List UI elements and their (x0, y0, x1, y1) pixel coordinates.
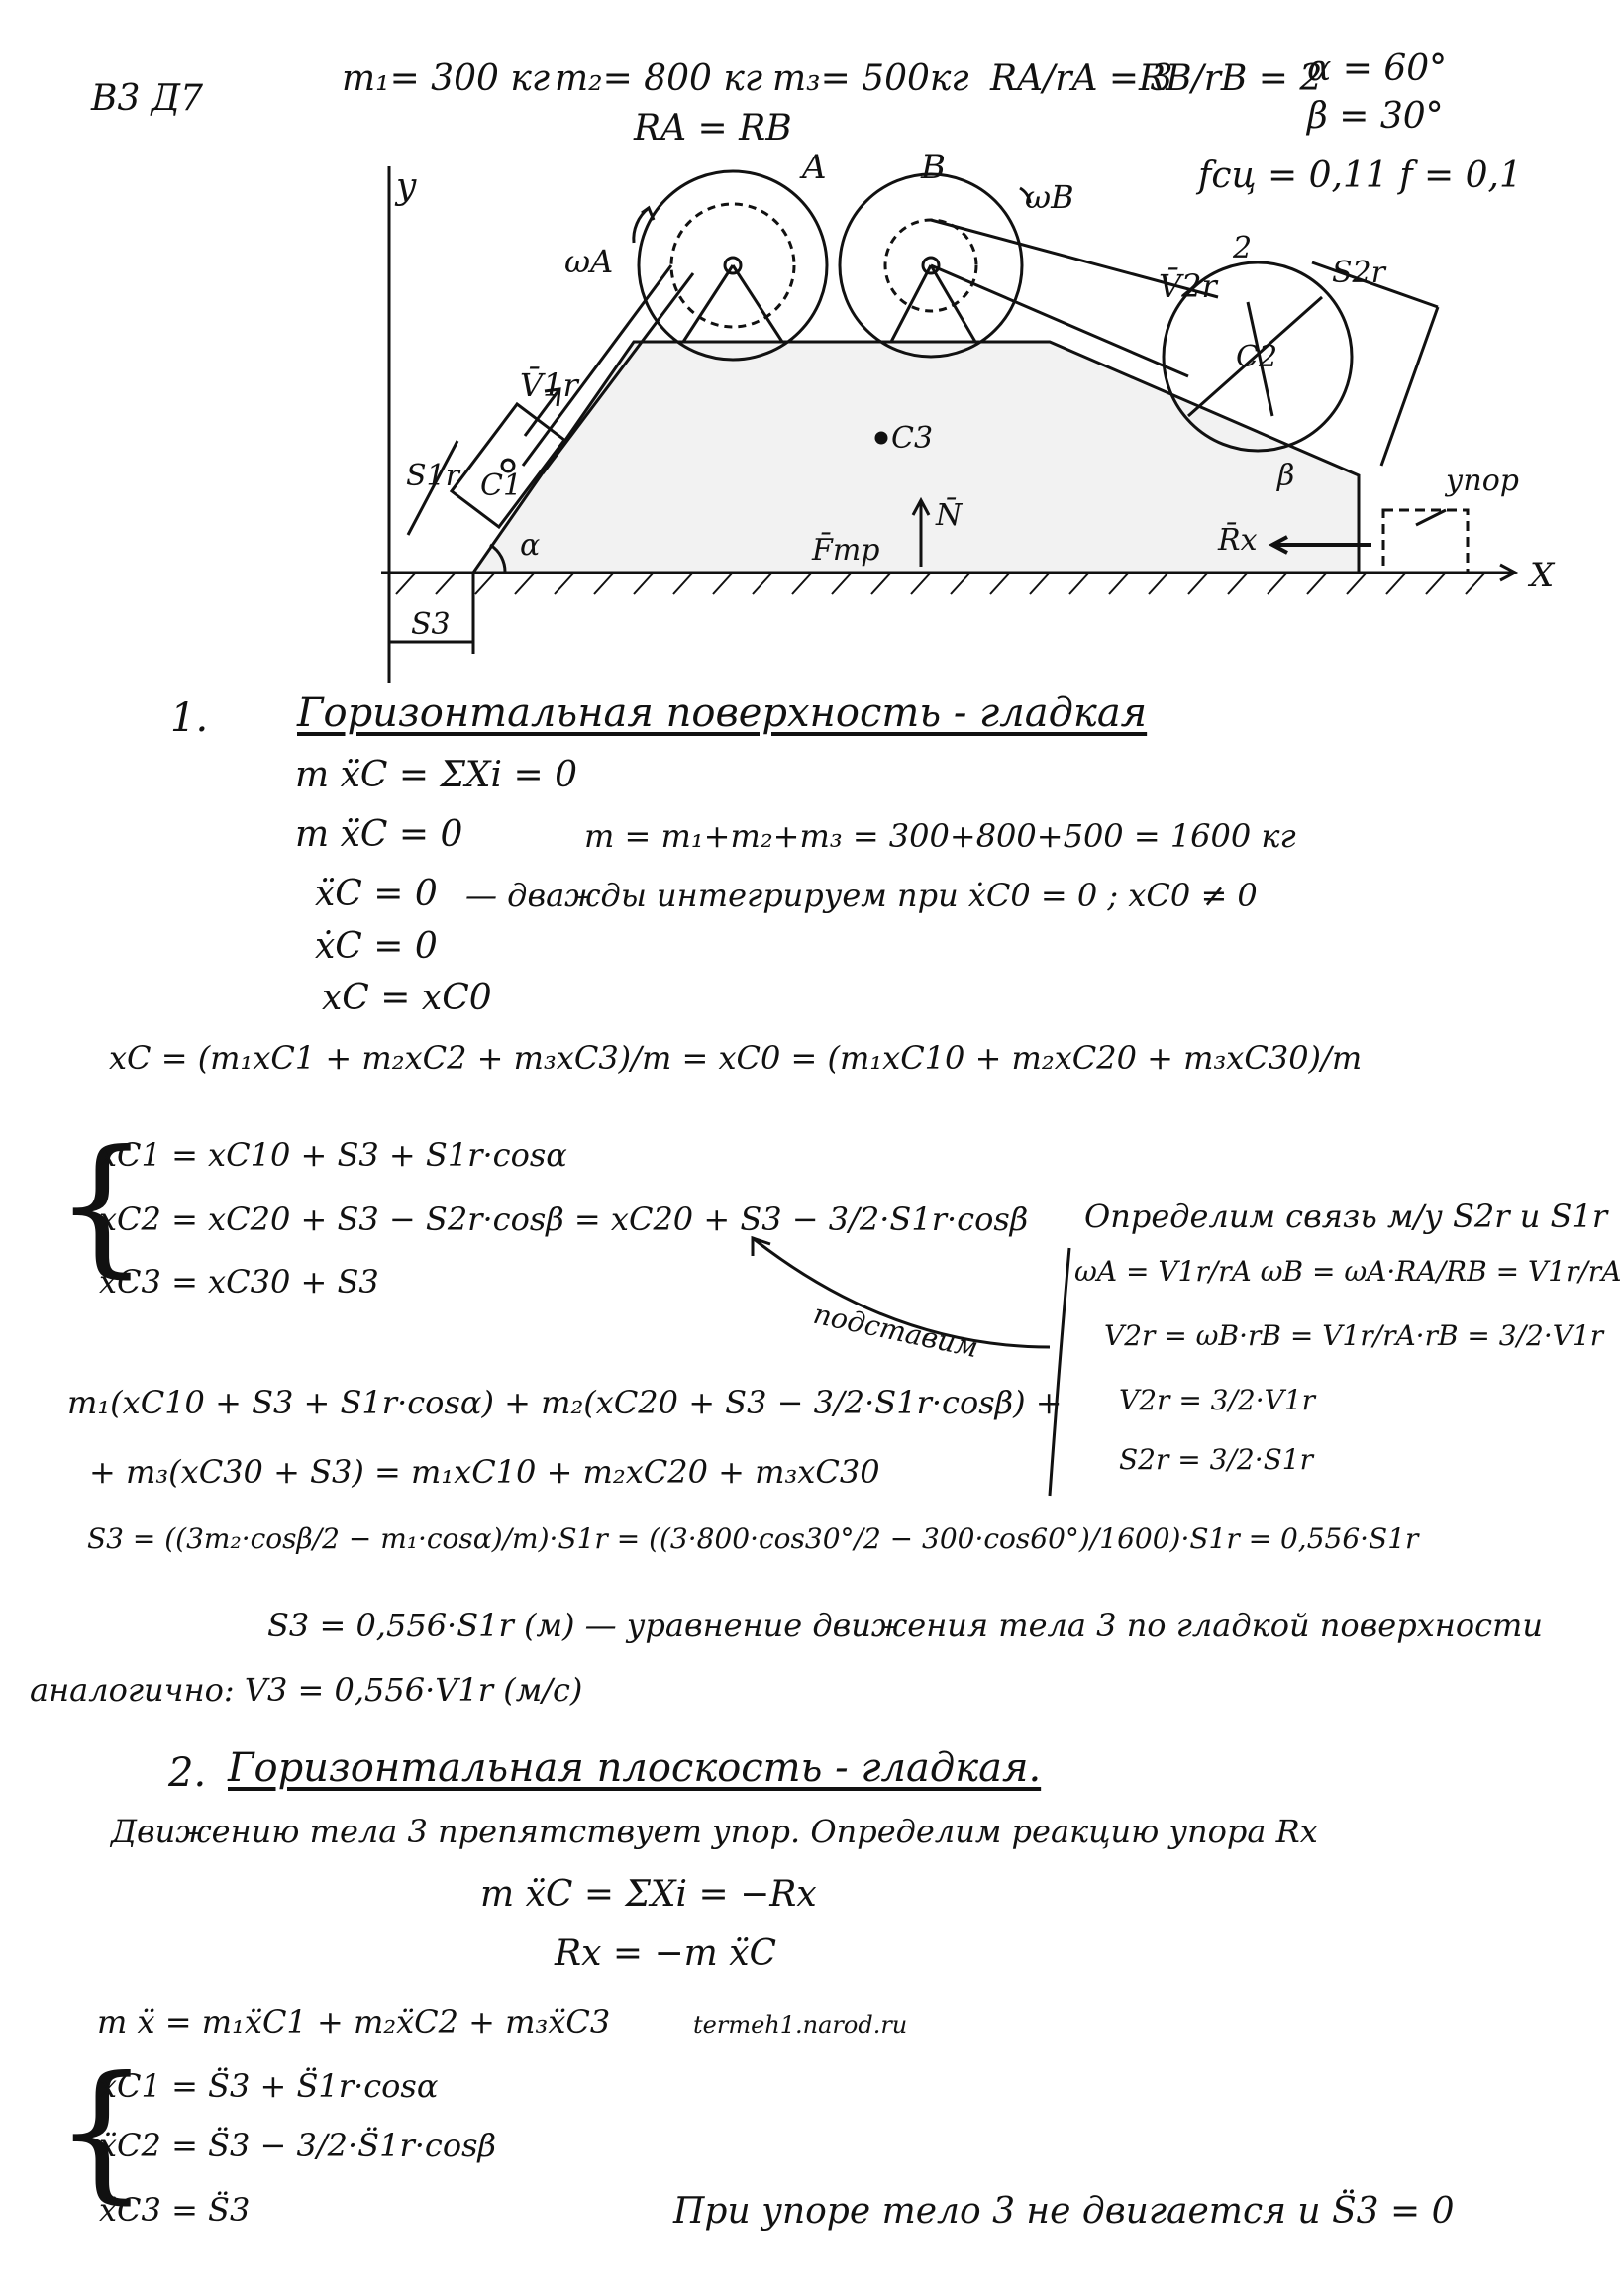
s2-sys2: ẍC2 = S̈3 − 3/2·S̈1r·cosβ (99, 2127, 497, 2164)
radii-equal: RA = RB (634, 108, 792, 149)
v1r-label: V̄1r (520, 366, 578, 404)
s1r-label: S1r (406, 459, 459, 493)
s1-sys1: xC1 = xC10 + S3 + S1r·cosα (99, 1136, 567, 1174)
mass-m1: m₁= 300 кг (342, 58, 551, 99)
ratio-b: RB/rB = 2 (1139, 58, 1323, 99)
normal-label: N̄ (936, 498, 963, 533)
beta-label: β (1277, 459, 1295, 493)
stop-label: упор (1446, 464, 1519, 498)
rx-label: R̄x (1218, 523, 1258, 558)
c1-label: C1 (480, 469, 523, 503)
s1-system-brace: { (54, 1119, 150, 1292)
c2-label: C2 (1236, 340, 1278, 374)
s1-sys2: xC2 = xC20 + S3 − S2r·cosβ = xC20 + S3 − 3/2·S1r·cosβ (99, 1200, 1029, 1238)
s1-v3-result: аналогично: V3 = 0,556·V1r (м/с) (30, 1671, 583, 1709)
label-b: B (921, 148, 946, 187)
s1-eq3: ẍC = 0 (315, 874, 438, 914)
diagram-x-label: X (1530, 556, 1555, 595)
section-1-number: 1. (170, 695, 209, 741)
section-1-title: Горизонтальная поверхность - гладкая (297, 690, 1148, 736)
s1-link2: V2r = ωB·rB = V1r/rA·rB = 3/2·V1r (1104, 1319, 1604, 1352)
s1-link4: S2r = 3/2·S1r (1119, 1443, 1313, 1476)
ftr-label: F̄тр (812, 533, 880, 568)
angle-alpha: α = 60° (1307, 49, 1448, 89)
s2-system-brace: { (54, 2045, 150, 2218)
s1-link3: V2r = 3/2·V1r (1119, 1384, 1316, 1416)
c3-label: C3 (891, 421, 934, 456)
omega-a-label: ωA (564, 243, 614, 280)
s2-eq1: m ẍC = ΣXi = −Rx (480, 1874, 817, 1915)
friction-coefs: fсц = 0,11 f = 0,1 (1198, 156, 1522, 196)
v2r-label: V̄2r (1159, 267, 1217, 305)
s1-eq1: m ẍC = ΣXi = 0 (295, 755, 578, 795)
section-2-number: 2. (168, 1750, 207, 1796)
s2-sys1: ẍC1 = S̈3 + S̈1r·cosα (99, 2067, 439, 2105)
s1-s3-result: S3 = 0,556·S1r (м) — уравнение движения тела 3 по гладкой поверхности (267, 1607, 1543, 1644)
s1-s3-formula: S3 = ((3m₂·cosβ/2 − m₁·cosα)/m)·S1r = ((3·800·cos30°/2 − 300·cos60°)/1600)·S1r = 0,556·S1r (87, 1522, 1419, 1555)
s1-sub1: m₁(xC10 + S3 + S1r·cosα) + m₂(xC20 + S3 − 3/2·S1r·cosβ) + (67, 1384, 1063, 1421)
mass-m2: m₂= 800 кг (555, 58, 763, 99)
s1-substitute-label: подставим (810, 1297, 981, 1365)
variant-label: B3 Д7 (91, 78, 203, 119)
s1-eq4: ẋC = 0 (315, 926, 438, 967)
body-2-label: 2 (1233, 231, 1253, 265)
alpha-label: α (520, 528, 541, 563)
s1-link1: ωA = V1r/rA ωB = ωA·RA/RB = V1r/rA (1074, 1255, 1622, 1288)
mass-m3: m₃= 500кг (772, 58, 969, 99)
s2r-label: S2r (1332, 256, 1385, 290)
omega-b-label: ωB (1025, 178, 1074, 216)
s2-note: При упоре тело 3 не двигается и S̈3 = 0 (673, 2191, 1455, 2232)
s1-integrate-note: — дважды интегрируем при ẋC0 = 0 ; xC0 ≠ 0 (465, 877, 1258, 914)
s2-eq2: Rx = −m ẍC (555, 1933, 777, 1974)
s2-site: termeh1.narod.ru (693, 2011, 908, 2038)
s1-mass: m = m₁+m₂+m₃ = 300+800+500 = 1600 кг (584, 817, 1296, 855)
s2-eq3: m ẍ = m₁ẍC1 + m₂ẍC2 + m₃ẍC3 (97, 2003, 611, 2040)
s3-label: S3 (411, 607, 451, 642)
ratio-a: RA/rA = 3 (990, 58, 1173, 99)
s1-sys3: xC3 = xC30 + S3 (99, 1263, 379, 1301)
s1-xc-formula: xC = (m₁xC1 + m₂xC2 + m₃xC3)/m = xC0 = (m₁xC10 + m₂xC20 + m₃xC30)/m (109, 1039, 1363, 1077)
label-a: A (802, 148, 827, 187)
angle-beta: β = 30° (1307, 96, 1444, 137)
s2-sys3: ẍC3 = S̈3 (99, 2191, 251, 2229)
s1-eq5: xC = xC0 (322, 978, 492, 1018)
s1-sub2: + m₃(xC30 + S3) = m₁xC10 + m₂xC20 + m₃xC30 (89, 1453, 880, 1491)
s1-link-title: Определим связь м/у S2r и S1r (1084, 1198, 1608, 1235)
s1-eq2: m ẍC = 0 (295, 814, 463, 855)
s2-text1: Движению тела 3 препятствует упор. Определим реакцию упора Rx (111, 1813, 1318, 1850)
diagram-y-label: y (396, 166, 417, 207)
section-2-title: Горизонтальная плоскость - гладкая. (228, 1745, 1042, 1791)
